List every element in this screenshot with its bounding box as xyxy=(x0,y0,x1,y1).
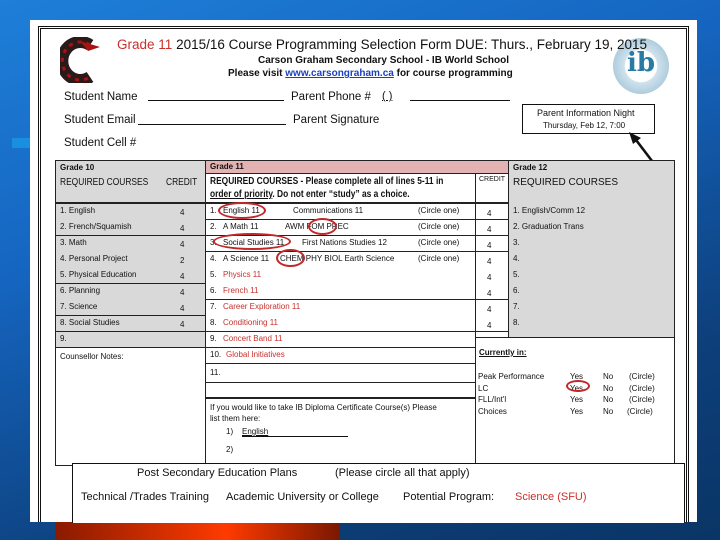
grade10-credit: 4 xyxy=(180,224,185,233)
credit-cell xyxy=(475,203,509,220)
course-choice-field[interactable]: Conditioning 11 xyxy=(223,318,279,327)
program-name: Choices xyxy=(478,406,507,416)
title-grade: Grade 11 xyxy=(117,37,173,52)
title-rest: 2015/16 Course Programming Selection Form DUE: Thurs., February 19, 2015 xyxy=(176,37,648,52)
grade10-course: 2. French/Squamish xyxy=(60,222,132,231)
grade10-course: 3. Math xyxy=(60,238,87,247)
visit-post: for course programming xyxy=(396,68,513,79)
circle-one-hint: (Circle one) xyxy=(418,206,460,215)
choice-num: 2. xyxy=(210,222,217,231)
grade12-course: 5. xyxy=(513,270,520,279)
decorative-strip xyxy=(12,138,32,148)
grade11-row xyxy=(205,363,476,383)
circle-hint: (Circle) xyxy=(629,383,655,393)
grade10-credit: 4 xyxy=(180,288,185,297)
credit-header xyxy=(475,173,509,203)
grade10-course: 9. xyxy=(60,334,67,343)
phone-area-code[interactable]: ( ) xyxy=(382,90,393,102)
circle-one-hint: (Circle one) xyxy=(418,238,460,247)
post-secondary-hint: (Please circle all that apply) xyxy=(335,467,470,479)
program-name: FLL/Int'l xyxy=(478,395,507,404)
circle-one-hint: (Circle one) xyxy=(418,222,460,231)
student-email-label: Student Email xyxy=(64,114,136,126)
course-credit: 4 xyxy=(487,289,492,298)
choice-option-b[interactable]: CHEM PHY BIOL Earth Science xyxy=(280,254,395,263)
grade11-header xyxy=(205,160,509,174)
ib-logo-text: ib xyxy=(627,48,656,78)
circle-one-hint: (Circle one) xyxy=(418,254,460,263)
grade10-credit: 4 xyxy=(180,320,185,329)
course-num: 9. xyxy=(210,334,217,343)
course-num: 7. xyxy=(210,302,217,311)
course-choice-field[interactable]: Global Initiatives xyxy=(226,350,285,359)
grade12-course: 4. xyxy=(513,254,520,263)
grade10-course: 4. Personal Project xyxy=(60,254,128,263)
grade12-course: 3. xyxy=(513,238,520,247)
grade10-credit: 4 xyxy=(180,208,185,217)
course-credit: 4 xyxy=(487,209,492,218)
student-name-field[interactable] xyxy=(148,100,284,101)
school-name: Carson Graham Secondary School - IB World School xyxy=(258,55,509,66)
selection-circle xyxy=(213,233,291,250)
choice-option-b[interactable]: AWM FOM PREC xyxy=(285,222,349,231)
grade10-credit: 4 xyxy=(180,304,185,313)
grade11-required-line2: . Do not enter “study” as a choice. xyxy=(272,189,410,200)
no-option[interactable]: No xyxy=(603,372,614,381)
no-option[interactable]: No xyxy=(603,406,614,416)
course-num: 8. xyxy=(210,318,217,327)
potential-program-label: Potential Program: xyxy=(403,491,495,503)
choice-option-a[interactable]: Social Studies 11 xyxy=(223,238,285,247)
grade10-course: 7. Science xyxy=(60,302,98,311)
course-credit: 4 xyxy=(487,257,492,266)
choice-option-b[interactable]: Communications 11 xyxy=(293,206,364,215)
circle-hint: (Circle) xyxy=(627,406,653,416)
grade10-credit: 4 xyxy=(180,272,185,281)
no-option[interactable]: No xyxy=(603,383,614,393)
notice-title: Parent Information Night xyxy=(537,108,635,118)
circle-hint: (Circle) xyxy=(629,395,655,404)
grade10-course: 8. Social Studies xyxy=(60,318,120,327)
school-logo xyxy=(60,37,102,83)
ib-text-1: If you would like to take IB Diploma Certificate Course(s) Please xyxy=(210,403,437,412)
ib-2-num: 2) xyxy=(226,445,234,454)
grade10-course: 1. English xyxy=(60,206,96,215)
program-name: Peak Performance xyxy=(478,372,545,381)
grade12-section xyxy=(508,160,675,338)
grade11-row xyxy=(205,382,476,399)
ib-courses-section xyxy=(205,397,476,466)
course-num: 11. xyxy=(210,368,221,377)
choice-option-a[interactable]: A Science 11 xyxy=(223,254,270,263)
grade10-course: 6. Planning xyxy=(60,286,101,295)
post-secondary-title: Post Secondary Education Plans xyxy=(137,467,298,479)
selection-circle xyxy=(218,202,266,219)
credit-cell xyxy=(475,299,509,332)
choice-option-a[interactable]: English 11 xyxy=(223,206,260,215)
option-academic-university[interactable]: Academic University or College xyxy=(226,491,379,503)
parent-phone-field[interactable] xyxy=(410,100,510,101)
student-name-label: Student Name xyxy=(64,91,138,103)
grade10-credit-header: CREDIT xyxy=(166,177,198,188)
student-email-field[interactable] xyxy=(138,124,286,125)
grade10-row-group xyxy=(55,331,206,348)
course-choice-field[interactable]: Concert Band 11 xyxy=(223,334,283,343)
no-option[interactable]: No xyxy=(603,395,614,404)
counsellor-notes xyxy=(55,347,206,466)
grade10-title: Grade 10 xyxy=(60,163,95,172)
course-num: 6. xyxy=(210,286,217,295)
course-credit: 4 xyxy=(487,305,492,314)
option-technical-trades[interactable]: Technical /Trades Training xyxy=(81,491,209,503)
circle-hint: (Circle) xyxy=(629,372,655,381)
grade10-required: REQUIRED COURSES xyxy=(60,177,149,188)
course-credit: 4 xyxy=(487,225,492,234)
grade12-course: 8. xyxy=(513,318,520,327)
parent-phone-label: Parent Phone # xyxy=(291,91,371,103)
decorative-band xyxy=(55,522,340,540)
program-name: LC xyxy=(478,383,489,393)
course-num: 10. xyxy=(210,350,222,359)
visit-pre: Please visit xyxy=(228,68,283,79)
counsellor-notes-label: Counsellor Notes: xyxy=(60,352,124,361)
grade12-title: Grade 12 xyxy=(513,163,548,172)
course-choice-field[interactable]: Physics 11 xyxy=(223,270,262,279)
selection-circle xyxy=(276,249,305,267)
parent-signature-label: Parent Signature xyxy=(293,114,380,126)
grade11-required-line2-wrap xyxy=(210,189,410,200)
course-credit: 4 xyxy=(487,273,492,282)
grade10-course: 5. Physical Education xyxy=(60,270,137,279)
grade12-course: 7. xyxy=(513,302,520,311)
grade12-required: REQUIRED COURSES xyxy=(513,177,619,188)
student-cell-label: Student Cell # xyxy=(64,137,137,149)
grade12-course: 6. xyxy=(513,286,520,295)
grade11-required-underline: order of priority xyxy=(210,189,273,200)
ib-course-1-field[interactable]: English xyxy=(242,427,348,437)
grade11-title: Grade 11 xyxy=(210,162,244,171)
grade10-credit: 4 xyxy=(180,240,185,249)
yes-option[interactable]: Yes xyxy=(570,395,584,404)
course-credit: 4 xyxy=(487,321,492,330)
credit-cell xyxy=(475,251,509,300)
grade11-required xyxy=(205,173,476,203)
selection-circle xyxy=(566,380,590,392)
visit-line xyxy=(228,68,513,79)
yes-option[interactable]: Yes xyxy=(570,406,584,416)
choice-num: 3. xyxy=(210,238,217,247)
form-title xyxy=(117,37,647,52)
grade10-credit: 2 xyxy=(180,256,185,265)
grade11-required-line1: REQUIRED COURSES - Please complete all of lines 5-11 in xyxy=(210,176,444,187)
yes-option[interactable]: Yes xyxy=(570,383,584,393)
choice-num: 4. xyxy=(210,254,217,263)
post-secondary-section xyxy=(72,463,685,523)
course-num: 5. xyxy=(210,270,217,279)
grade12-course: 2. Graduation Trans xyxy=(513,222,584,231)
credit-cell xyxy=(475,235,509,252)
choice-num: 1. xyxy=(210,206,217,215)
choice-option-a[interactable]: A Math 11 xyxy=(223,222,259,231)
credit-cell xyxy=(475,219,509,236)
ib-1-num: 1) xyxy=(226,427,234,436)
selection-circle xyxy=(308,218,337,235)
ib-text-2: list them here: xyxy=(210,414,261,423)
yes-option[interactable]: Yes xyxy=(570,372,584,381)
notice-date: Thursday, Feb 12, 7:00 xyxy=(543,121,626,130)
grade12-course: 1. English/Comm 12 xyxy=(513,206,586,215)
credit-header-label: CREDIT xyxy=(479,176,506,183)
course-choice-field[interactable]: Career Exploration 11 xyxy=(223,302,301,311)
course-credit: 4 xyxy=(487,241,492,250)
choice-option-b[interactable]: First Nations Studies 12 xyxy=(302,238,387,247)
potential-program-value[interactable]: Science (SFU) xyxy=(515,491,587,503)
currently-in-title: Currently in: xyxy=(479,348,527,357)
school-website-link[interactable]: www.carsongraham.ca xyxy=(285,68,394,79)
course-choice-field[interactable]: French 11 xyxy=(223,286,259,295)
grade10-header xyxy=(55,160,206,203)
